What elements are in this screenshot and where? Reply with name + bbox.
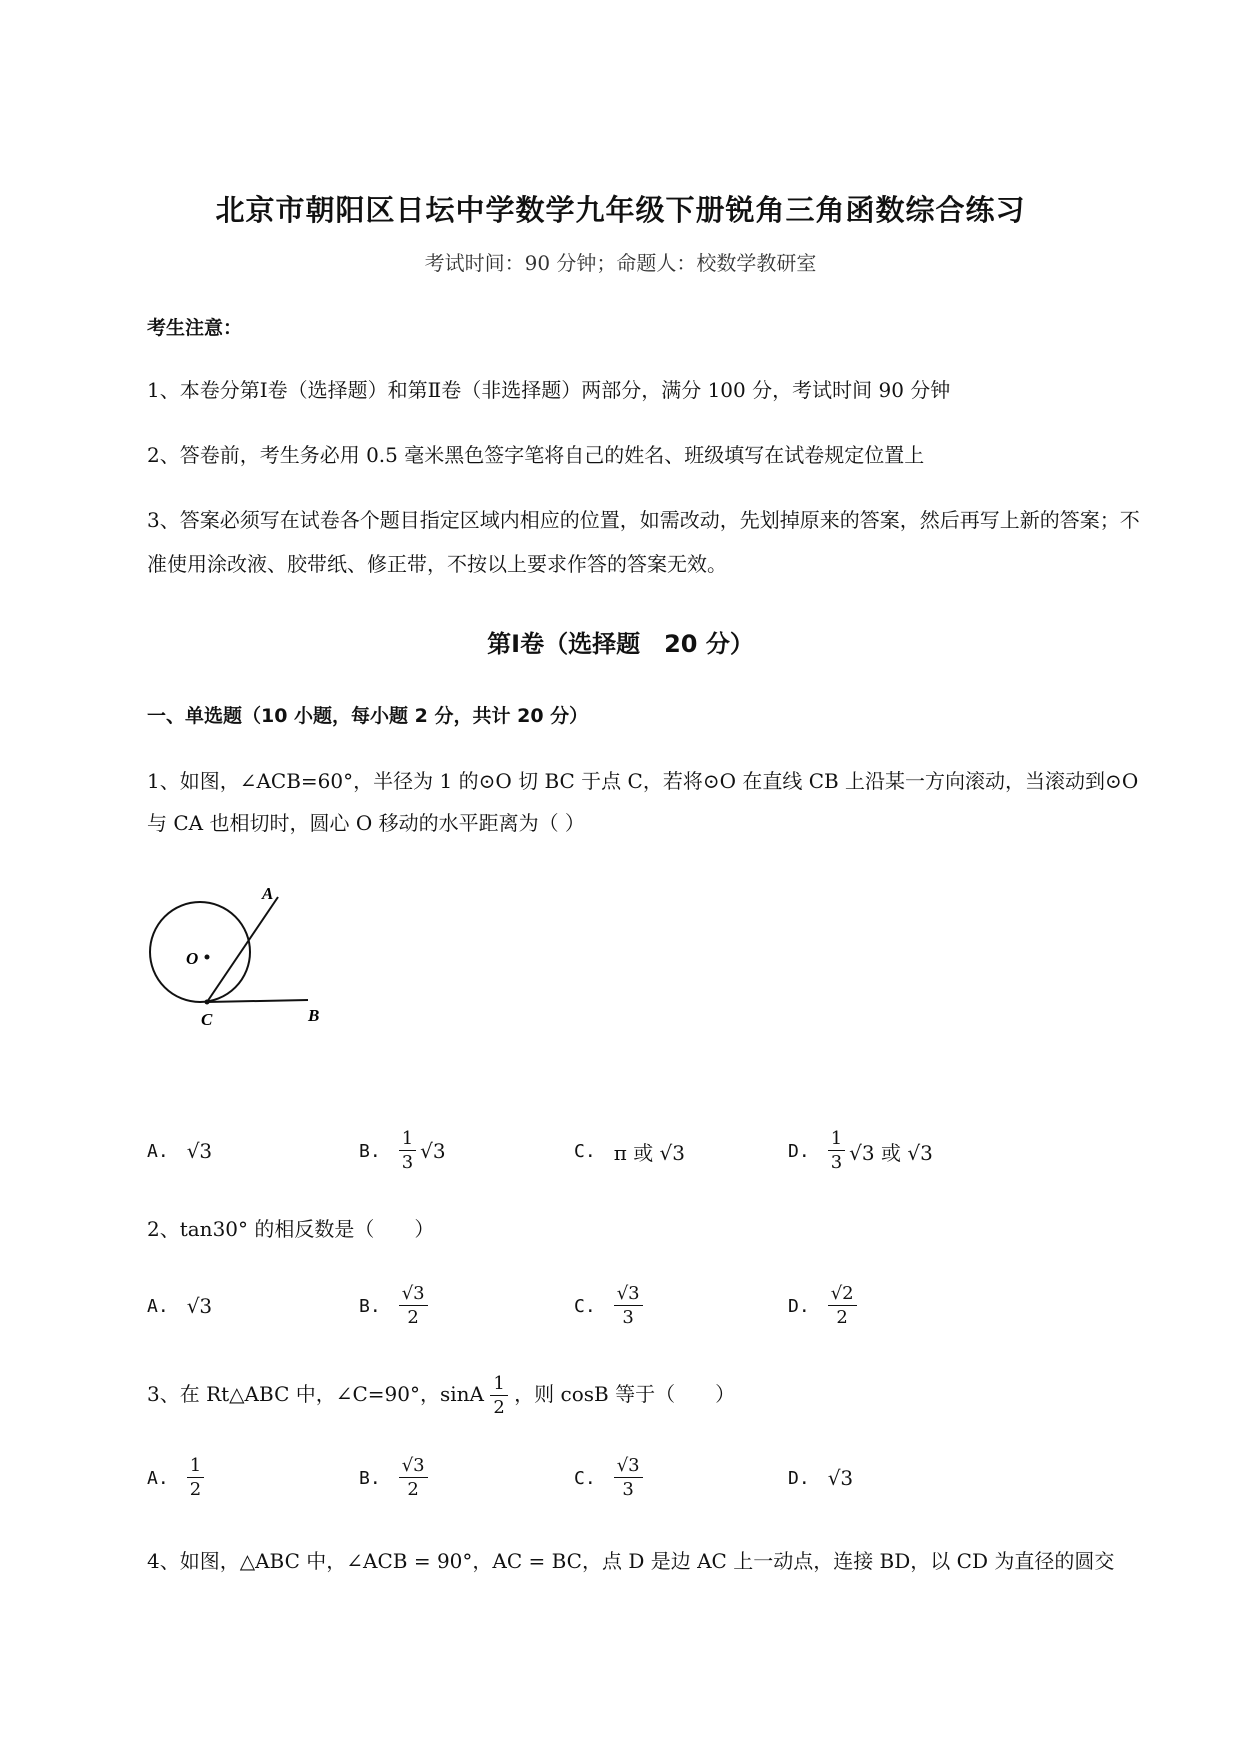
option-label: D. — [788, 1140, 810, 1162]
label-b: B — [308, 1006, 320, 1025]
fraction-numerator: 1 — [399, 1130, 416, 1151]
option-value: √3 或 √3 — [849, 1140, 933, 1165]
question-4-text: 4、如图，△ABC 中，∠ACB = 90°，AC = BC，点 D 是边 AC 上一动点，连接 BD，以 CD 为直径的圆交 — [147, 1549, 1115, 1573]
fraction — [828, 1285, 857, 1327]
fraction-denominator: 2 — [493, 1396, 505, 1418]
fraction-numerator: √3 — [614, 1457, 643, 1478]
point-c — [205, 1000, 210, 1005]
option-a[interactable] — [147, 1278, 212, 1334]
question-1-options — [147, 1123, 1147, 1179]
option-d[interactable] — [788, 1450, 853, 1506]
notice-item: 3、答案必须写在试卷各个题目指定区域内相应的位置，如需改动，先划掉原来的答案，然后再写上新的答案；不准使用涂改液、胶带纸、修正带，不按以上要求作答的答案无效。 — [147, 508, 1140, 576]
fraction-denominator: 3 — [401, 1152, 414, 1173]
fraction-denominator: 2 — [836, 1307, 848, 1328]
option-a[interactable] — [147, 1450, 204, 1506]
option-label: A. — [147, 1140, 169, 1162]
fraction-numerator: √3 — [399, 1457, 428, 1478]
section-title: 第Ⅰ卷（选择题 20 分） — [487, 630, 754, 658]
label-a: A — [262, 885, 274, 903]
fraction-denominator: 2 — [407, 1307, 419, 1328]
fraction — [490, 1372, 507, 1418]
option-c[interactable] — [574, 1450, 643, 1506]
fraction-denominator: 3 — [830, 1152, 843, 1173]
notice-heading: 考生注意： — [147, 317, 243, 339]
question-3-options — [147, 1450, 1147, 1506]
option-value: √3 — [186, 1139, 213, 1163]
option-value: √3 — [420, 1139, 446, 1163]
fraction-denominator: 2 — [407, 1479, 419, 1500]
label-c: C — [201, 1010, 213, 1029]
option-label: B. — [359, 1295, 381, 1317]
option-b[interactable] — [359, 1450, 428, 1506]
option-value: √3 — [186, 1294, 213, 1318]
fraction-numerator: 1 — [828, 1130, 845, 1151]
fraction-denominator: 3 — [622, 1307, 634, 1328]
question-3-text-before: 3、在 Rt△ABC 中，∠C=90°，sinA — [147, 1382, 484, 1406]
option-label: D. — [788, 1295, 810, 1317]
option-value: π 或 √3 — [613, 1140, 686, 1165]
option-value: √3 — [827, 1466, 854, 1490]
fraction-denominator: 2 — [189, 1479, 202, 1500]
fraction-numerator: √3 — [399, 1285, 428, 1306]
fraction — [614, 1285, 643, 1327]
question-1-text: 1、如图，∠ACB=60°，半径为 1 的⊙O 切 BC 于点 C，若将⊙O 在直线 CB 上沿某一方向滚动，当滚动到⊙O 与 CA 也相切时，圆心 O 移动的水平距离为（ ） — [147, 769, 1139, 835]
line-cb — [207, 1000, 308, 1002]
fraction-numerator: √2 — [828, 1285, 857, 1306]
fraction — [614, 1457, 643, 1499]
question-2-options — [147, 1278, 1147, 1334]
option-label: A. — [147, 1467, 169, 1489]
fraction — [399, 1285, 428, 1327]
option-label: A. — [147, 1295, 169, 1317]
fraction-numerator: 1 — [187, 1457, 204, 1478]
option-label: D. — [788, 1467, 810, 1489]
circle-o — [150, 902, 250, 1002]
line-ca — [207, 897, 278, 1002]
subsection-title: 一、单选题（10 小题，每小题 2 分，共计 20 分） — [147, 705, 589, 727]
question-3-text-after: ，则 cosB 等于（ ） — [514, 1382, 736, 1406]
question-1-figure — [148, 885, 338, 1035]
option-label: C. — [574, 1295, 596, 1317]
option-label: C. — [574, 1140, 596, 1162]
point-o — [205, 955, 210, 960]
option-a[interactable] — [147, 1123, 212, 1179]
option-label: C. — [574, 1467, 596, 1489]
fraction — [828, 1130, 845, 1172]
question-2-text: 2、tan30° 的相反数是（ ） — [147, 1217, 435, 1241]
page-title: 北京市朝阳区日坛中学数学九年级下册锐角三角函数综合练习 — [215, 193, 1026, 227]
notice-item: 1、本卷分第Ⅰ卷（选择题）和第Ⅱ卷（非选择题）两部分，满分 100 分，考试时间 90 分钟 — [147, 378, 951, 402]
fraction-numerator: √3 — [614, 1285, 643, 1306]
option-label: B. — [359, 1467, 381, 1489]
fraction — [399, 1457, 428, 1499]
question-3-text — [147, 1373, 1157, 1417]
option-d[interactable] — [788, 1278, 857, 1334]
option-d[interactable] — [788, 1123, 933, 1179]
option-label: B. — [359, 1140, 381, 1162]
option-b[interactable] — [359, 1278, 428, 1334]
page-subtitle: 考试时间：90 分钟；命题人：校数学教研室 — [424, 251, 817, 275]
fraction-numerator: 1 — [490, 1375, 507, 1396]
option-c[interactable] — [574, 1123, 685, 1179]
option-c[interactable] — [574, 1278, 643, 1334]
fraction-denominator: 3 — [622, 1479, 634, 1500]
label-o: O — [186, 949, 199, 968]
notice-item: 2、答卷前，考生务必用 0.5 毫米黑色签字笔将自己的姓名、班级填写在试卷规定位置上 — [147, 443, 925, 467]
fraction — [187, 1457, 204, 1499]
fraction — [399, 1130, 416, 1172]
option-b[interactable] — [359, 1123, 446, 1179]
